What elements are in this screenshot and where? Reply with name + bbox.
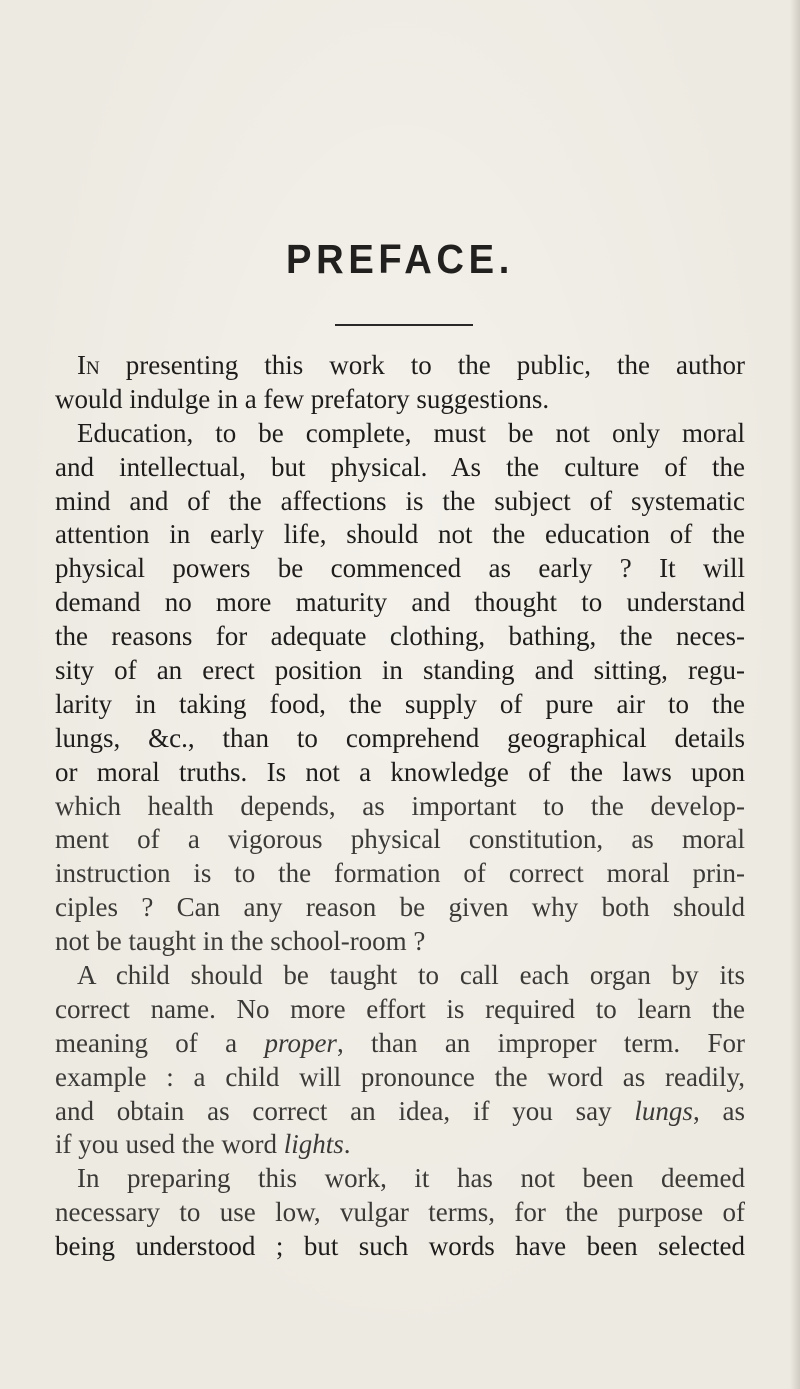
text-line: sity of an erect position in standing and sitting, regu- <box>55 655 745 686</box>
italic-word: lungs <box>634 1095 693 1126</box>
text-line: which health depends, as important to the develop- <box>55 790 745 821</box>
text-span: , as <box>692 1095 745 1126</box>
page-title: PREFACE. <box>286 236 514 282</box>
text-span: , than an improper term. For <box>336 1027 745 1058</box>
text-line: mind and of the affections is the subject of systematic <box>55 485 745 516</box>
text-line: would indulge in a few prefatory suggestions. <box>55 383 550 414</box>
text-line: and intellectual, but physical. As the culture of the <box>55 451 745 482</box>
title-rule <box>335 324 473 326</box>
text-span: . <box>343 1129 351 1160</box>
text-line: Education, to be complete, must be not only moral <box>77 417 745 448</box>
text-line: attention in early life, should not the education of the <box>55 519 745 550</box>
text-line: instruction is to the formation of correct moral prin- <box>55 858 745 889</box>
italic-word: proper <box>264 1027 337 1058</box>
text-line <box>55 1095 745 1129</box>
text-span: meaning of a <box>55 1027 265 1058</box>
text-line: In preparing this work, it has not been deemed <box>77 1163 745 1194</box>
text-line: ciples ? Can any reason be given why both should <box>55 892 745 923</box>
text-line: lungs, &c., than to comprehend geographical details <box>55 722 745 753</box>
text-line: correct name. No more effort is required to learn the <box>55 993 745 1024</box>
preface-body <box>55 349 745 1264</box>
text-line: being understood ; but such words have been selected <box>55 1231 745 1262</box>
text-line <box>55 1027 745 1061</box>
text-line: the reasons for adequate clothing, bathing, the neces- <box>55 621 745 652</box>
text-line: demand no more maturity and thought to understand <box>55 587 745 618</box>
text-line: physical powers be commenced as early ? It will <box>55 553 745 584</box>
text-span: if you used the word <box>55 1129 284 1160</box>
text-line: A child should be taught to call each organ by its <box>77 960 745 991</box>
text-line: not be taught in the school-room ? <box>55 926 426 957</box>
text-line <box>55 1128 745 1162</box>
text-line: or moral truths. Is not a knowledge of the laws upon <box>55 756 745 787</box>
smallcaps-opening: In <box>77 350 100 380</box>
text-span: and obtain as correct an idea, if you say <box>55 1095 635 1126</box>
text-line: example : a child will pronounce the word as readily, <box>55 1061 745 1092</box>
text-line: ment of a vigorous physical constitution, as moral <box>55 824 745 855</box>
text-line: necessary to use low, vulgar terms, for the purpose of <box>55 1197 745 1228</box>
text-span: presenting this work to the public, the author <box>125 350 745 380</box>
italic-word: lights <box>283 1129 344 1160</box>
text-line: larity in taking food, the supply of pure air to the <box>55 688 745 719</box>
text-line <box>55 349 745 383</box>
page-edge-shadow <box>790 0 800 1389</box>
